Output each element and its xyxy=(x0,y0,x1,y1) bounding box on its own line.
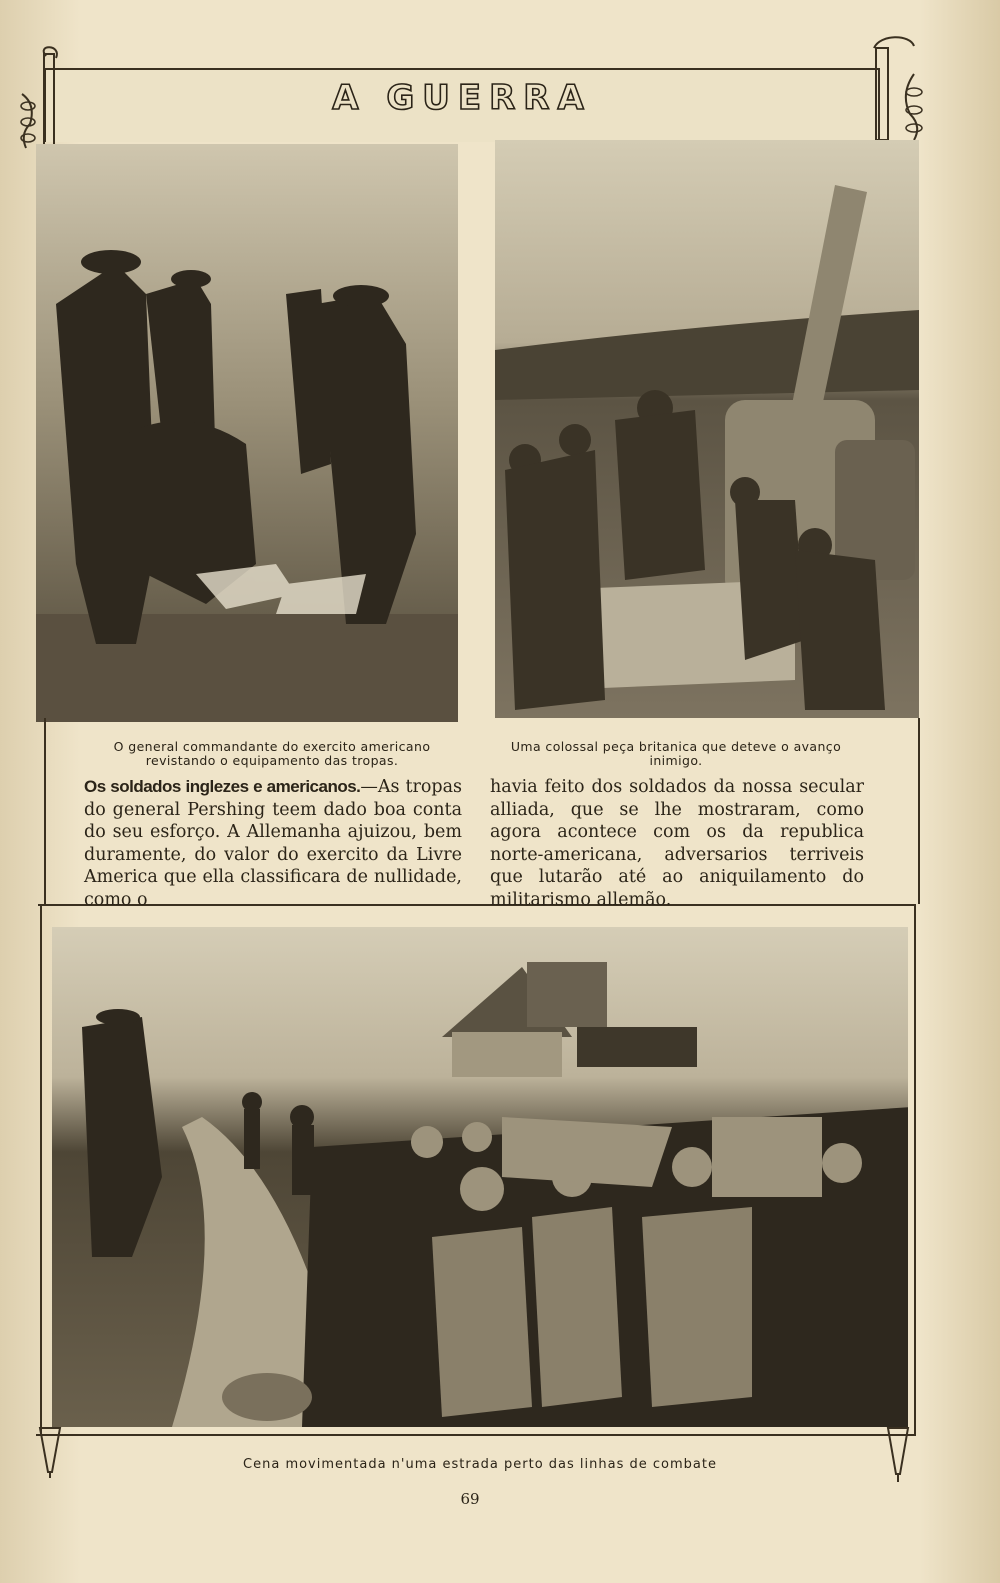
header-frame xyxy=(44,68,880,142)
page-number: 69 xyxy=(460,1490,480,1508)
photo-road-scene xyxy=(52,927,908,1427)
article-column-left xyxy=(84,776,462,911)
article-heading: Os soldados inglezes e americanos. xyxy=(84,777,361,796)
divider-rule xyxy=(36,1434,916,1436)
column-ornament-icon xyxy=(884,1426,912,1482)
photo-british-gun xyxy=(495,140,919,718)
photo-caption-road: Cena movimentada n'uma estrada perto das linhas de combate xyxy=(243,1457,717,1472)
laurel-ornament-icon xyxy=(870,34,930,144)
column-ornament-icon xyxy=(36,1426,64,1478)
photo-caption-general: O general commandante do exercito americano revistando o equipamento das tropas. xyxy=(113,739,431,768)
page-title: A GUERRA xyxy=(332,78,592,118)
article-column-right: havia feito dos soldados da nossa secular alliada, que se lhe mostraram, como agora acontece com os da republica norte-americana, adversarios terriveis que lutarão até ao aniquilamento do militarismo allemão. xyxy=(490,777,864,910)
laurel-ornament-icon xyxy=(16,44,76,154)
photo-general-inspection xyxy=(36,144,458,722)
article-text-left: —As tropas do general Pershing teem dado boa conta do seu esforço. A Allemanha ajuizou, bem duramente, do valor do exercito da Livre America que ella classificara de nullidade, como o xyxy=(84,777,463,910)
photo-caption-gun: Uma colossal peça britanica que deteve o avanço inimigo. xyxy=(510,739,842,768)
